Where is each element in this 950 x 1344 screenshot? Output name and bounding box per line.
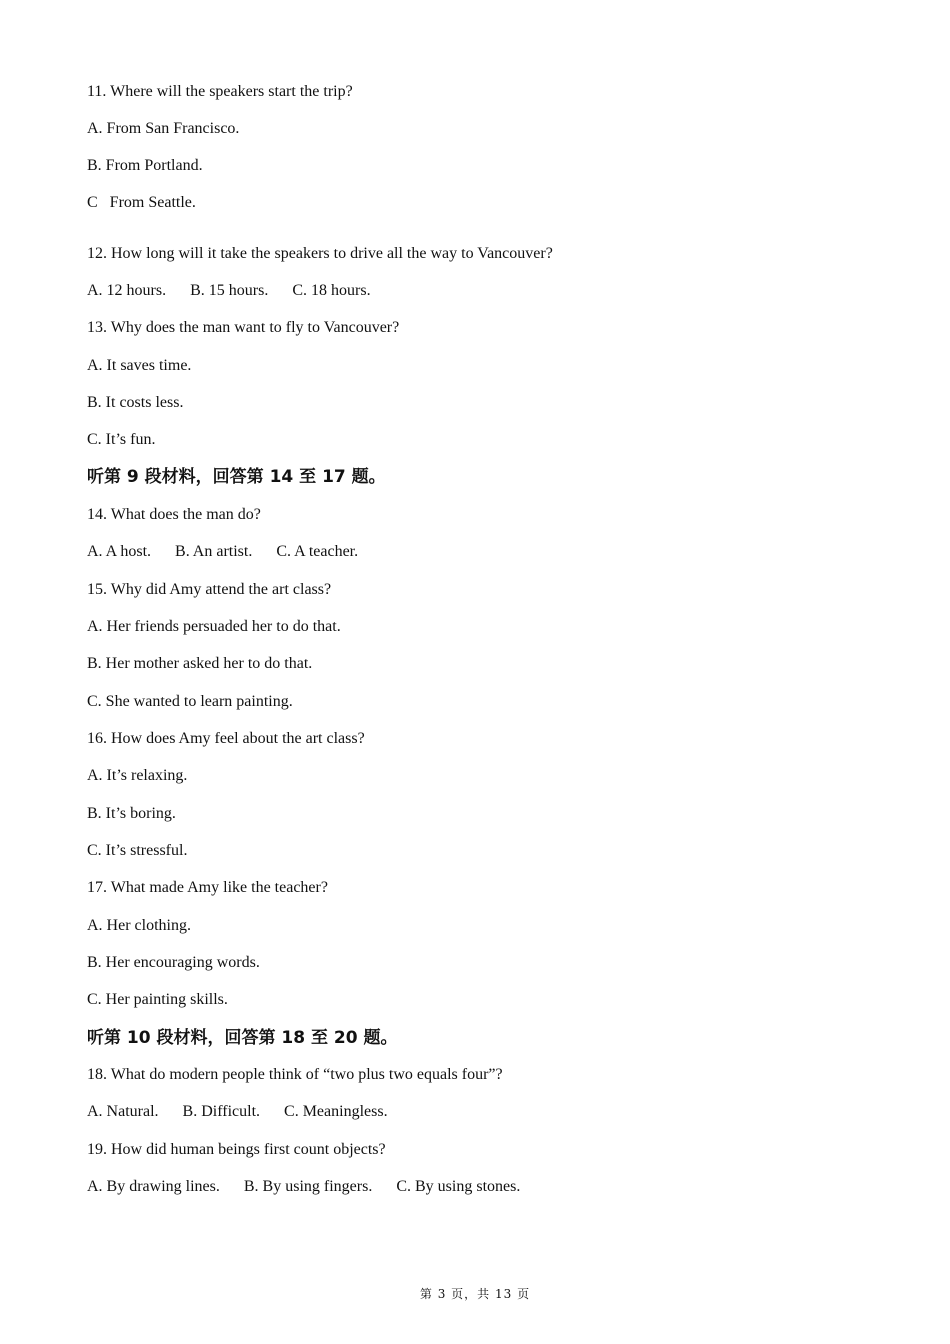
q17-option-b: B. Her encouraging words. [87,954,260,971]
q11-option-b: B. From Portland. [87,157,203,174]
q17-option-a: A. Her clothing. [87,917,191,934]
q18-option-a: A. Natural. [87,1103,159,1120]
question-15: 15. Why did Amy attend the art class? [87,581,332,598]
q14-option-a: A. A host. [87,543,152,560]
question-13: 13. Why does the man want to fly to Vancouver? [87,319,400,336]
q13-option-b: B. It costs less. [87,394,184,411]
q19-option-c: C. By using stones. [396,1178,521,1195]
question-12: 12. How long will it take the speakers to drive all the way to Vancouver? [87,245,553,262]
q12-option-c: C. 18 hours. [292,282,371,299]
question-16: 16. How does Amy feel about the art class? [87,730,365,747]
q15-option-b: B. Her mother asked her to do that. [87,655,313,672]
q12-options [87,281,371,301]
q14-option-b: B. An artist. [175,543,253,560]
question-11: 11. Where will the speakers start the trip? [87,83,353,100]
q12-option-b: B. 15 hours. [190,282,269,299]
q16-option-c: C. It’s stressful. [87,842,188,859]
q13-option-c: C. It’s fun. [87,431,156,448]
q18-option-b: B. Difficult. [182,1103,261,1120]
q14-option-c: C. A teacher. [276,543,359,560]
section-9-heading: 听第 9 段材料，回答第 14 至 17 题。 [87,467,386,487]
question-17: 17. What made Amy like the teacher? [87,879,328,896]
question-14: 14. What does the man do? [87,506,261,523]
q14-options [87,542,358,562]
q19-option-b: B. By using fingers. [243,1178,373,1195]
q15-option-c: C. She wanted to learn painting. [87,693,293,710]
q11-option-a: A. From San Francisco. [87,120,240,137]
q15-option-a: A. Her friends persuaded her to do that. [87,618,341,635]
q12-option-a: A. 12 hours. [87,282,167,299]
q17-option-c: C. Her painting skills. [87,991,228,1008]
q11-option-c: C From Seattle. [87,194,196,211]
q18-options [87,1102,388,1122]
q19-options [87,1177,520,1197]
q13-option-a: A. It saves time. [87,357,192,374]
page-footer: 第 3 页，共 13 页 [419,1287,531,1301]
q19-option-a: A. By drawing lines. [87,1178,220,1195]
question-19: 19. How did human beings first count objects? [87,1141,386,1158]
q16-option-a: A. It’s relaxing. [87,767,188,784]
q18-option-c: C. Meaningless. [284,1103,388,1120]
q16-option-b: B. It’s boring. [87,805,176,822]
question-18: 18. What do modern people think of “two plus two equals four”? [87,1066,503,1083]
section-10-heading: 听第 10 段材料，回答第 18 至 20 题。 [87,1028,398,1048]
